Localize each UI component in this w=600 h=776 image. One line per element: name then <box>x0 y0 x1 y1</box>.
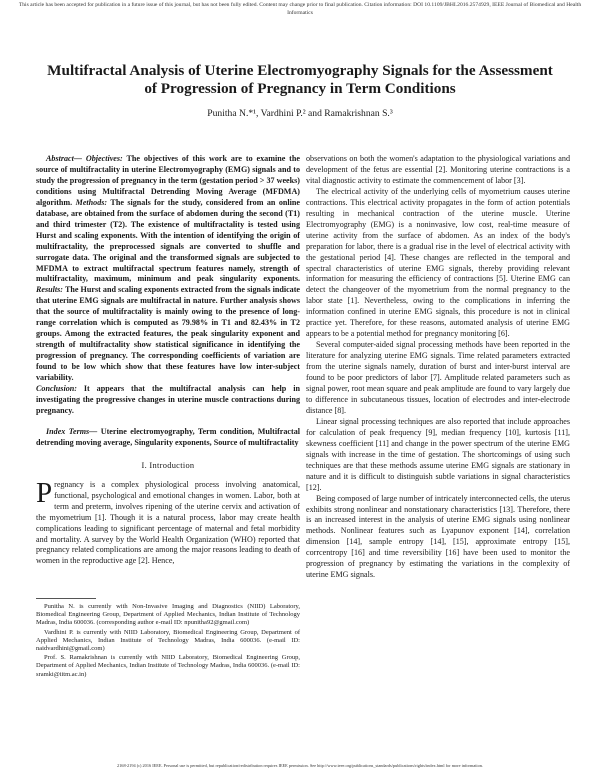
intro-text: regnancy is a complex physiological process involving anatomical, functional, psychological and emotional changes in women. Labor, both at term and preterm, involves ripening of the uterine cervix and activation of the myometrium [1]. Though it is a natural process, labor may create health complications leading to significant percentage of maternal and fetal morbidity and mortality. A survey by the World Health Organization (WHO) reported that pregnancy related complications are among the major reasons leading to death of women in the reproductive age [2]. Hence, <box>36 479 300 566</box>
right-paragraph-4: Linear signal processing techniques are also reported that include approaches for calculation of peak frequency [9], median frequency [10], kurtosis [11], skewness coefficient [11] and change in the power spectrum of the uterine EMG signals with increase in the time of gestation. The shortcomings of using such techniques are that these methods assume uterine EMG signals are stationary in nature and it is difficult to distinguish subtle variations in signal characteristics [12]. <box>306 416 570 492</box>
abstract <box>36 154 300 417</box>
methods-label: Methods: <box>75 197 108 207</box>
methods-text: The signals for the study, considered from an online database, are obtained from the surface of abdomen during the second (T1) and third trimester (T2). The existence of multifractality is tested using Hurst and scaling exponents. With the intention of identifying the origin of multifractality, the preprocessed signals are converted to shuffle and surrogate data. The original and the transformed signals are subjected to MFDMA to extract multifractal spectrum features namely, strength of multifractality, maximum, minimum and peak singularity exponents. <box>36 197 300 284</box>
footnote-rule <box>36 598 96 599</box>
dropcap-letter: P <box>36 476 53 509</box>
index-terms-text: Uterine electromyography, Term condition, Multifractal detrending moving average, Singularity exponents, Source of multifractality <box>36 426 301 447</box>
right-paragraph-1: observations on both the women's adaptation to the physiological variations and development of the fetus are essential [2]. Monitoring uterine contractions is a vital diagnostic activity to estimate the commencement of labor [3]. <box>306 154 570 185</box>
paper-title: Multifractal Analysis of Uterine Electromyography Signals for the Assessment of Progression of Pregnancy in Term Conditions <box>47 62 553 97</box>
right-column <box>306 154 570 581</box>
results-label: Results: <box>36 285 63 295</box>
abstract-label: Abstract— <box>46 154 82 163</box>
footnote-2: Vardhini P. is currently with NIID Laboratory, Biomedical Engineering Group, Department of Applied Mechanics, Indian Institute of Technology Madras, India 600036. (e-mail ID: naidvardhini@gmail.com) <box>36 628 300 653</box>
authors-line: Punitha N.*¹, Vardhini P.² and Ramakrishnan S.³ <box>207 108 393 119</box>
right-paragraph-2: The electrical activity of the underlying cells of myometrium causes uterine contractions. This electrical activity propagates in the form of action potentials resulting in mechanical contraction of the uterine muscle. Uterine Electromyography (EMG) is a noninvasive, low cost, real-time measure of uterine activity from the surface of abdomen. As an index of the body's preparation for labor, there is a gradual rise in the level of electrical activity with the gestational period [4]. These changes are reflected in the temporal and spectral characteristics of uterine EMG signals, thereby providing relevant information for measuring the efficiency of contractions [5]. Uterine EMG can detect the changeover of the myometrium from the normal pregnancy to the labor state [1]. Nevertheless, owing to the complications in inferring the information confined in uterine EMG signals, this procedure is not in clinical practice yet. Therefore, for these reasons, automated analysis of uterine EMG appears to be a potential method for pregnancy monitoring [6]. <box>306 186 570 339</box>
conclusion-label: Conclusion: <box>36 384 77 394</box>
objectives-text: The objectives of this work are to examine the source of multifractality in uterine Electromyography (EMG) signals and to study the progression of pregnancy in the term (gestation period > 37 weeks) conditions using Multifractal Detrending Moving Average (MFDMA) algorithm. <box>36 154 300 207</box>
results-text: The Hurst and scaling exponents extracted from the signals indicate that uterine EMG signals are multifractal in nature. Further analysis shows that the source of multifractality is mainly owing to the presence of long-range correlation which is computed as 79.98% in T1 and 82.43% in T2 groups. Among the extracted features, the peak singularity exponent and strength of multifractality show statistical significance in identifying the progression of pregnancy. The corresponding coefficients of variation are found to be low which show that these features have low inter-subject variability. <box>36 285 301 383</box>
conclusion-text: It appears that the multifractal analysis can help in investigating the progressive changes in uterine muscle contractions during pregnancy. <box>36 384 300 415</box>
intro-paragraph <box>36 476 300 568</box>
index-terms <box>36 427 300 449</box>
right-paragraph-3: Several computer-aided signal processing methods have been reported in the literature for analyzing uterine EMG signals. Time related parameters extracted from the uterine signals namely, duration of burst and inter-burst interval are found to be poor predictors of labor [7]. Amplitude related parameters such as signal power, root mean square and peak amplitude are found to vary largely due to difference in subcutaneous tissues, location of electrodes and inter-electrode distance [8]. <box>306 340 570 415</box>
footnote-3: Prof. S. Ramakrishnan is currently with NIID Laboratory, Biomedical Engineering Group, Department of Applied Mechanics, Indian Institute of Technology Madras, India 600036. (e-mail ID: sramki@iitm.ac.in) <box>36 654 300 678</box>
journal-banner: This article has been accepted for publication in a future issue of this journal, but has not been fully edited. Content may change prior to final publication. Citation information: DOI 10.1109/JBHI.2016.2574929, IEEE Journal of Biomedical and Health Informatics <box>18 2 582 16</box>
section-heading-introduction: I. Introduction <box>141 460 195 470</box>
index-terms-label: Index Terms— <box>46 426 98 436</box>
footnotes <box>36 598 300 680</box>
left-column <box>36 154 300 567</box>
right-paragraph-5: Being composed of large number of intricately interconnected cells, the uterus exhibits strong nonlinear and nonstationary characteristics [13]. Therefore, there is an increased interest in the analysis of uterine EMG signals using nonlinear methods. Nonlinear features such as Lyapunov exponent [14], correlation dimension [14], sample entropy [14], [15], approximate entropy [15], corrcentropy [16] and time reversibility [16] have been used to monitor the progression of pregnancy by estimating the variations in the complexity of uterine EMG signals. <box>306 493 570 580</box>
objectives-label: Objectives: <box>85 154 123 163</box>
copyright-footer: 2168-2194 (c) 2016 IEEE. Personal use is permitted, but republication/redistribution requires IEEE permission. See http://www.ieee.org/publications_standards/publications/rights/index.html for more information. <box>117 763 483 768</box>
footnote-1: Punitha N. is currently with Non-Invasive Imaging and Diagnostics (NIID) Laboratory, Biomedical Engineering Group, Department of Applied Mechanics, Indian Institute of Technology Madras, India 600036. (corresponding author e-mail ID: npunitha92@gmail.com) <box>36 603 300 627</box>
